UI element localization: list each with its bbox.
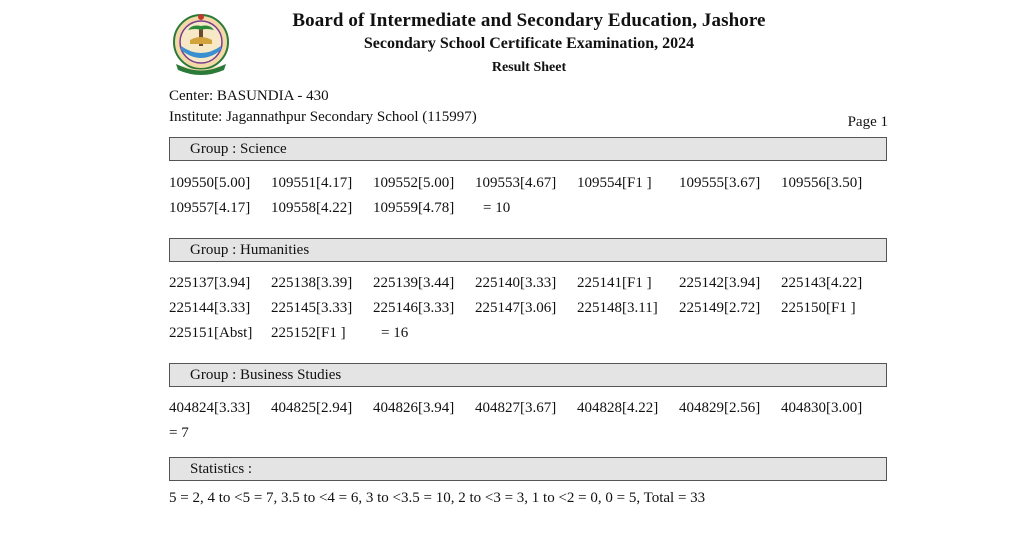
result-entry: 109558[4.22] [271,200,353,216]
result-entry: 225142[3.94] [679,275,761,291]
result-entry: 404827[3.67] [475,400,557,416]
group-label: Group : Science [190,141,287,157]
group-header-humanities [169,238,887,262]
result-entry: 404829[2.56] [679,400,761,416]
result-entry: 225139[3.44] [373,275,455,291]
results-humanities [169,271,909,346]
result-entry: 225141[F1 ] [577,275,652,291]
group-total: = 7 [169,425,189,441]
result-row [169,196,909,221]
result-row [169,396,909,421]
result-entry: 225150[F1 ] [781,300,856,316]
result-entry: 225140[3.33] [475,275,557,291]
statistics-summary: 5 = 2, 4 to <5 = 7, 3.5 to <4 = 6, 3 to <3.5 = 10, 2 to <3 = 3, 1 to <2 = 0, 0 = 5, Total = 33 [169,490,706,506]
result-row [169,421,909,446]
statistics-header [169,457,887,481]
board-title: Board of Intermediate and Secondary Education, Jashore [292,10,766,31]
result-entry: 109552[5.00] [373,175,455,191]
result-entry: 225148[3.11] [577,300,658,316]
result-row [169,321,909,346]
result-entry: 109551[4.17] [271,175,353,191]
result-entry: 109555[3.67] [679,175,761,191]
result-entry: 109559[4.78] [373,200,455,216]
result-row [169,271,909,296]
statistics-label: Statistics : [190,461,253,477]
result-entry: 404830[3.00] [781,400,863,416]
group-label: Group : Humanities [190,242,310,258]
group-total: = 10 [483,200,511,216]
group-header-science [169,137,887,161]
sheet-title: Result Sheet [491,60,567,75]
result-entry: 404825[2.94] [271,400,353,416]
result-entry: 225138[3.39] [271,275,353,291]
result-entry: 225149[2.72] [679,300,761,316]
result-entry: 109554[F1 ] [577,175,652,191]
result-entry: 404826[3.94] [373,400,455,416]
result-entry: 225147[3.06] [475,300,557,316]
result-entry: 109556[3.50] [781,175,863,191]
result-entry: 225145[3.33] [271,300,353,316]
institute-info: Institute: Jagannathpur Secondary School (115997) [169,109,477,125]
result-row [169,296,909,321]
center-info: Center: BASUNDIA - 430 [169,88,329,104]
exam-title: Secondary School Certificate Examination, 2024 [363,35,695,52]
result-entry: 225143[4.22] [781,275,863,291]
results-business-studies [169,396,909,446]
page-number: Page 1 [847,114,888,130]
result-entry: 225144[3.33] [169,300,251,316]
results-science [169,171,909,221]
result-entry: 404824[3.33] [169,400,251,416]
result-entry: 404828[4.22] [577,400,659,416]
group-total: = 16 [381,325,409,341]
result-entry: 225152[F1 ] [271,325,346,341]
result-row [169,171,909,196]
result-entry: 225146[3.33] [373,300,455,316]
result-entry: 109553[4.67] [475,175,557,191]
group-header-business-studies [169,363,887,387]
result-entry: 225151[Abst] [169,325,253,341]
group-label: Group : Business Studies [190,367,342,383]
result-entry: 109550[5.00] [169,175,251,191]
result-entry: 109557[4.17] [169,200,251,216]
result-entry: 225137[3.94] [169,275,251,291]
